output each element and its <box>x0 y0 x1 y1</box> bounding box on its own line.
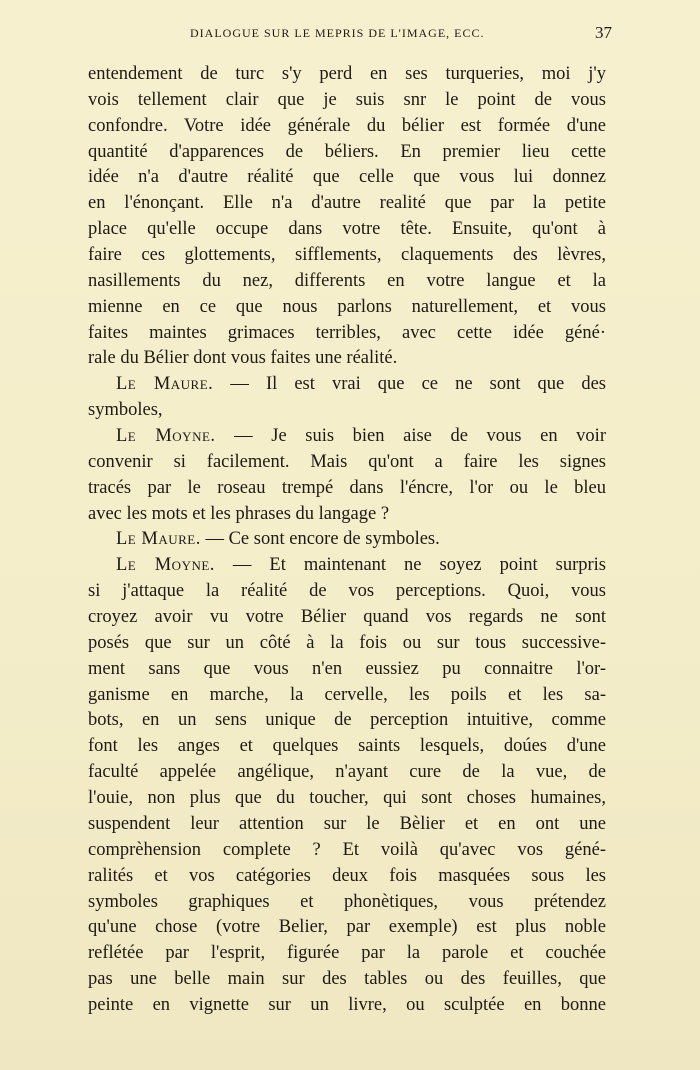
text-line: nasillements du nez, differents en votre langue et la <box>88 270 606 291</box>
text-line: croyez avoir vu votre Bélier quand vos regards ne sont <box>88 607 606 628</box>
text-line: quantité d'apparences de béliers. En premier lieu cette <box>88 141 606 162</box>
text-line: rale du Bélier dont vous faites une réalité. <box>88 348 398 369</box>
text-line: tracés par le roseau trempé dans l'éncre, l'or ou le bleu <box>88 477 606 498</box>
text-line: comprèhension complete ? Et voilà qu'avec vos géné- <box>88 839 606 860</box>
dialogue-line <box>88 372 606 398</box>
text-line: symboles graphiques et phonètiques, vous prétendez <box>88 891 606 912</box>
text-line: place qu'elle occupe dans votre tête. Ensuite, qu'ont à <box>88 219 606 240</box>
text-line: entendement de turc s'y perd en ses turqueries, moi j'y <box>88 64 606 84</box>
text-line: faculté appelée angélique, n'ayant cure de la vue, de <box>88 762 606 783</box>
text-line: mienne en ce que nous parlons naturellement, et vous <box>88 296 606 317</box>
dialogue-line <box>88 424 606 450</box>
speech-text: — Et maintenant ne soyez point surpris <box>214 555 607 576</box>
speaker-name: Le Moyne. <box>116 555 215 576</box>
text-line: font les anges et quelques saints lesquels, doúes d'une <box>88 736 606 757</box>
text-line: faites maintes grimaces terribles, avec cette idée géné· <box>88 322 606 343</box>
speech-text: — Il est vrai que ce ne sont que des <box>213 374 606 395</box>
speaker-name: Le Maure. <box>116 374 214 395</box>
text-line: bots, en un sens unique de perception intuitive, comme <box>88 710 606 731</box>
speaker-name: Le Maure. <box>116 529 201 550</box>
text-line: convenir si facilement. Mais qu'ont a faire les signes <box>88 451 606 472</box>
body-text <box>88 62 606 1019</box>
text-line: qu'une chose (votre Belier, par exemple) est plus noble <box>88 917 606 938</box>
text-line: l'ouie, non plus que du toucher, qui sont choses humaines, <box>88 788 606 809</box>
page-number: 37 <box>595 23 612 42</box>
text-line: peinte en vignette sur un livre, ou sculptée en bonne <box>88 994 606 1015</box>
text-line: ralités et vos catégories deux fois masquées sous les <box>88 865 606 886</box>
text-line: posés que sur un côté à la fois ou sur tous successive- <box>88 632 606 653</box>
text-line: en l'énonçant. Elle n'a d'autre realité que par la petite <box>88 193 606 214</box>
text-line: confondre. Votre idée générale du bélier est formée d'une <box>88 115 606 136</box>
text-line: suspendent leur attention sur le Bèlier et en ont une <box>88 813 606 834</box>
text-line: ganisme en marche, la cervelle, les poils et les sa- <box>88 684 606 705</box>
speech-text: — Je suis bien aise de vous en voir <box>215 426 606 447</box>
text-line: reflétée par l'esprit, figurée par la parole et couchée <box>88 943 606 964</box>
text-line: pas une belle main sur des tables ou des feuilles, que <box>88 969 606 990</box>
dialogue-line <box>88 553 606 579</box>
text-line: si j'attaque la réalité de vos perceptions. Quoi, vous <box>88 581 606 602</box>
text-line: idée n'a d'autre réalité que celle que vous lui donnez <box>88 167 606 188</box>
text-line: symboles, <box>88 400 163 421</box>
running-head <box>0 22 700 46</box>
text-line: faire ces glottements, sifflements, claquements des lèvres, <box>88 245 606 266</box>
text-line: ment sans que vous n'en eussiez pu connaitre l'or- <box>88 658 606 679</box>
speaker-name: Le Moyne. <box>116 426 216 447</box>
running-title: DIALOGUE SUR LE MEPRIS DE L'IMAGE, ECC. <box>190 26 485 40</box>
dialogue-line <box>88 527 606 553</box>
text-line: avec les mots et les phrases du langage ? <box>88 503 390 524</box>
speech-text: — Ce sont encore de symboles. <box>200 529 440 550</box>
text-line: vois tellement clair que je suis snr le point de vous <box>88 89 606 110</box>
